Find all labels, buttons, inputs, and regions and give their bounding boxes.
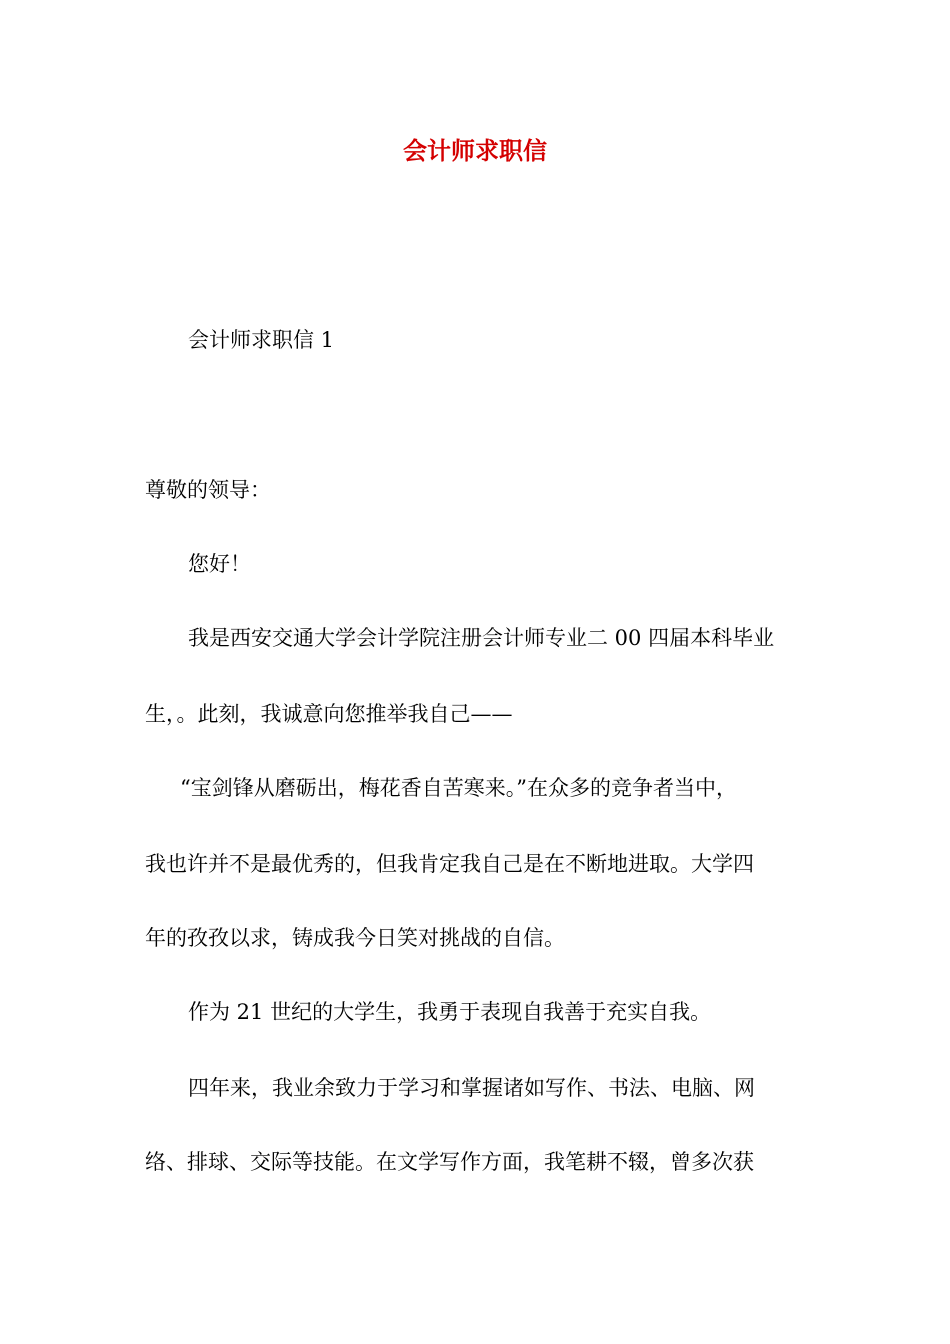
- paragraph-line: 我也许并不是最优秀的，但我肯定我自己是在不断地进取。大学四: [145, 852, 754, 876]
- paragraph-line: 络、排球、交际等技能。在文学写作方面，我笔耕不辍，曾多次获: [145, 1150, 754, 1174]
- paragraph-line: 作为 21 世纪的大学生，我勇于表现自我善于充实自我。: [188, 1000, 712, 1024]
- document-title: 会计师求职信: [403, 136, 547, 165]
- salutation: 尊敬的领导：: [145, 478, 271, 502]
- paragraph-line: 年的孜孜以求，铸成我今日笑对挑战的自信。: [145, 926, 565, 950]
- paragraph-line: 四年来，我业余致力于学习和掌握诸如写作、书法、电脑、网: [188, 1076, 755, 1100]
- greeting: 您好！: [188, 552, 251, 576]
- paragraph-line: 我是西安交通大学会计学院注册会计师专业二 00 四届本科毕业: [188, 626, 775, 650]
- paragraph-line: 生，。此刻，我诚意向您推举我自己——: [145, 702, 513, 726]
- section-heading: 会计师求职信 1: [188, 328, 335, 352]
- paragraph-line: “宝剑锋从磨砺出，梅花香自苦寒来。”在众多的竞争者当中，: [180, 776, 737, 800]
